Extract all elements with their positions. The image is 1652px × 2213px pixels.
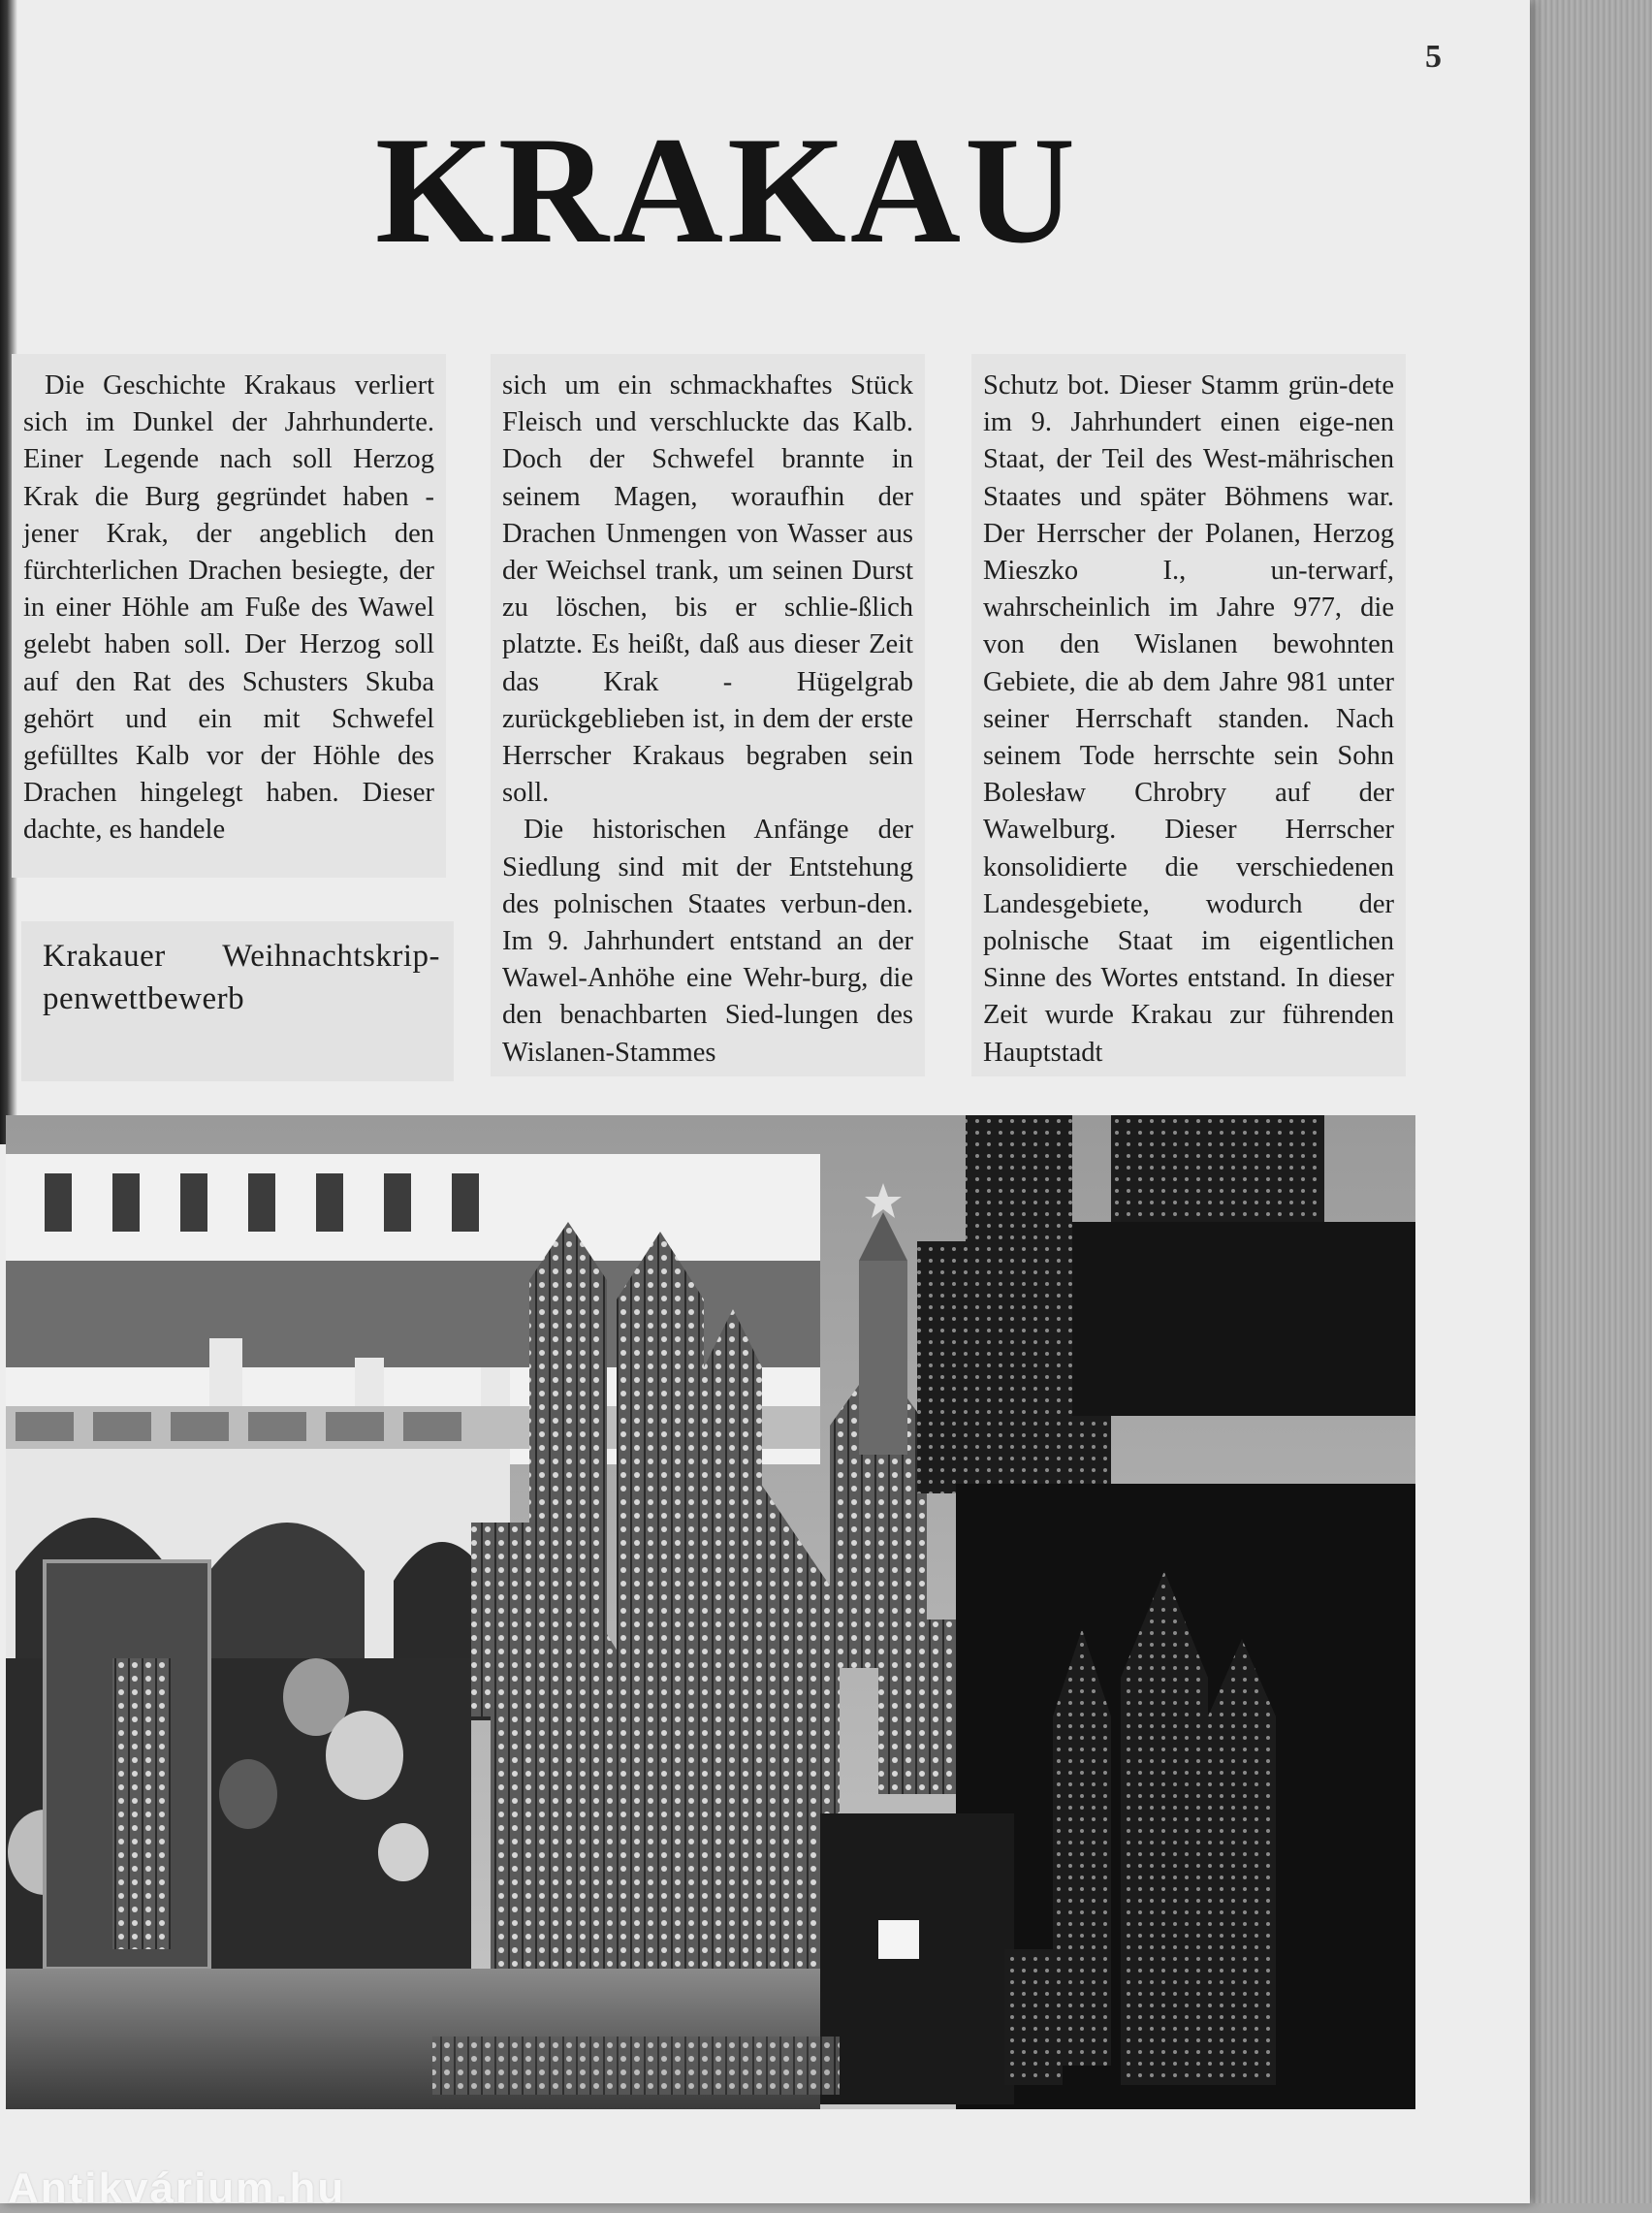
- page-title: KRAKAU: [374, 106, 1080, 275]
- text-column-2: [491, 354, 925, 1076]
- text-column-1: [12, 354, 446, 878]
- paragraph: sich um ein schmackhaftes Stück Fleisch und verschluckte das Kalb. Doch der Schwefel brannte in seinem Magen, woraufhin der Drachen Unmengen von Wasser aus der Weichsel trank, um seinen Durst zu löschen, bis er schlie-ßlich platzte. Es heißt, daß aus dieser Zeit das Krak - Hügelgrab zurückgeblieben ist, in dem der erste Herrscher Krakaus begraben sein soll.: [502, 370, 913, 809]
- paragraph: Die Geschichte Krakaus verliert sich im Dunkel der Jahrhunderte. Einer Legende nach soll Herzog Krak die Burg gegründet haben - jener Krak, der angeblich den fürchterlichen Drachen besiegte, der in einer Höhle am Fuße des Wawel gelebt haben soll. Der Herzog soll auf den Rat des Schusters Skuba gehört und ein mit Schwefel gefülltes Kalb vor der Höhle des Drachen hingelegt haben. Dieser dachte, es handele: [23, 370, 434, 846]
- paragraph: Die historischen Anfänge der Siedlung sind mit der Entstehung des polnischen Staates verbun-den. Im 9. Jahrhundert entstand an der Wawel-Anhöhe eine Wehr-burg, die den benachbarten Sied-lungen des Wislanen-Stammes: [502, 815, 913, 1068]
- watermark: Antikvárium.hu: [8, 2165, 346, 2212]
- photo-nativity-scenes: [6, 1115, 1415, 2109]
- page-number: 5: [1425, 39, 1442, 75]
- photo-illustration: [6, 1115, 1415, 2109]
- paragraph: Schutz bot. Dieser Stamm grün-dete im 9. Jahrhundert einen eige-nen Staat, der Teil des West-mährischen Staates und später Böhmens war. Der Herrscher der Polanen, Herzog Mieszko I., un-terwarf, wahrscheinlich im Jahre 977, die von den Wislanen bewohnten Gebiete, die ab dem Jahre 981 unter seiner Herrschaft standen. Nach seinem Tode herrschte sein Sohn Bolesław Chrobry auf der Wawelburg. Dieser Herrscher konsolidierte die verschiedenen Landesgebiete, wodurch der polnische Staat im eigentlichen Sinne des Wortes entstand. In dieser Zeit wurde Krakau zur führenden Hauptstadt: [983, 370, 1394, 1068]
- text-column-3: [971, 354, 1406, 1076]
- photo-caption: Krakauer Weihnachtskrip-penwettbewerb: [21, 921, 454, 1081]
